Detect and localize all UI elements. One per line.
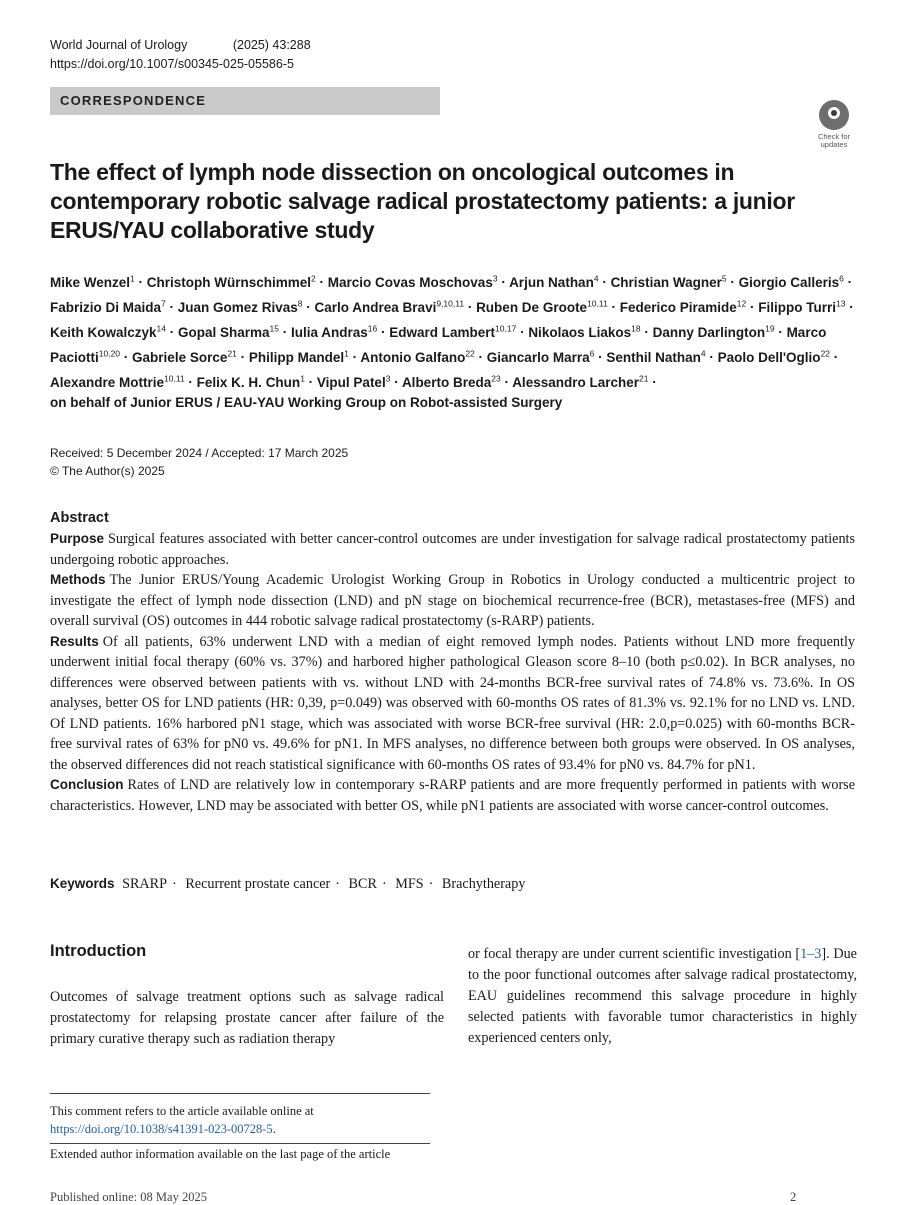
footnote-divider: [50, 1093, 430, 1094]
author-info-footnote: Extended author information available on the last page of the article: [50, 1147, 391, 1161]
copyright: © The Author(s) 2025: [50, 464, 165, 478]
author-affiliation: 10,11: [164, 373, 185, 383]
author-affiliation: 2: [311, 273, 316, 283]
abstract-label: Methods: [50, 572, 106, 587]
author-affiliation: 6: [589, 348, 595, 358]
author-name[interactable]: Fabrizio Di Maida$^7$: [50, 298, 166, 315]
comment-footnote: [50, 1102, 430, 1138]
article-title: The effect of lymph node dissection on oncological outcomes in contemporary robotic salvage radical prostatectomy patients: a junior ERUS/YAU collaborative study: [50, 159, 795, 243]
author-affiliation: 10,11: [587, 298, 608, 308]
author-affiliation: 15: [269, 323, 279, 333]
journal-header: [50, 38, 311, 52]
author-affiliation: 23: [491, 373, 501, 383]
author-name[interactable]: Gopal Sharma$^{15}$: [178, 323, 279, 340]
keyword: BCR: [348, 876, 377, 892]
introduction-col1: Outcomes of salvage treatment options such as salvage radical prostatectomy for relapsing prostate cancer after failure of the primary curative therapy such as radiation therapy: [50, 989, 444, 1047]
keyword: MFS: [395, 876, 424, 892]
author-name[interactable]: Carlo Andrea Bravi$^{9,10,11}$: [314, 298, 465, 315]
keywords-label: Keywords: [50, 876, 115, 891]
author-name[interactable]: Mike Wenzel$^1$: [50, 273, 135, 290]
author-affiliation: 21: [227, 348, 237, 358]
abstract-text: Surgical features associated with better cancer-control outcomes are under investigation for salvage radical prostatectomy patients undergoing robotic approaches.: [50, 531, 855, 568]
author-name[interactable]: Giancarlo Marra$^6$: [486, 348, 595, 365]
author-name[interactable]: Christoph Würnschimmel$^2$: [146, 273, 316, 290]
author-name[interactable]: Ruben De Groote$^{10,11}$: [476, 298, 608, 315]
author-affiliation: 1: [130, 273, 135, 283]
abstract-text: The Junior ERUS/Young Academic Urologist Working Group in Robotics in Urology conducted a multicentric project to investigate the effect of lymph node dissection (LND) and pN stage on biochemical recurrence-free (BCR), metastases-free (MFS) and overall survival (OS) outcomes in 444 robotic salvage radical prostatectomy (s-RARP) patients.: [50, 572, 855, 629]
check-for-updates-button[interactable]: [812, 100, 856, 149]
author-affiliation: 5: [721, 273, 727, 283]
footnote-text: This comment refers to the article available online at: [50, 1104, 314, 1118]
author-name[interactable]: Edward Lambert$^{10,17}$: [389, 323, 517, 340]
article-doi[interactable]: https://doi.org/10.1007/s00345-025-05586-5: [50, 57, 294, 71]
introduction-heading: Introduction: [50, 942, 147, 960]
author-name[interactable]: Christian Wagner$^5$: [610, 273, 727, 290]
author-name[interactable]: Nikolaos Liakos$^{18}$: [528, 323, 641, 340]
footnote-divider: [50, 1143, 430, 1144]
author-affiliation: 10,17: [495, 323, 517, 333]
intro-text: or focal therapy are under current scientific investigation [: [468, 946, 801, 962]
author-name[interactable]: Vipul Patel$^3$: [316, 373, 391, 390]
author-name[interactable]: Antonio Galfano$^{22}$: [360, 348, 475, 365]
author-name[interactable]: Alberto Breda$^{23}$: [401, 373, 501, 390]
working-group: on behalf of Junior ERUS / EAU-YAU Working Group on Robot-assisted Surgery: [50, 395, 563, 410]
author-name[interactable]: Paolo Dell'Oglio$^{22}$: [717, 348, 831, 365]
keyword: Brachytherapy: [441, 876, 526, 892]
abstract-results: [50, 632, 855, 776]
author-list: Mike Wenzel$^1$ · Christoph Würnschimmel$^2$ · Marcio Covas Moschovas$^3$ · Arjun Nathan$^4$ · Christian Wagner$^5$ · Giorgio Calleris$^6$ · Fabrizio Di Maida$^7$ · Juan Gomez Rivas$^8$ · Carlo Andrea Bravi$^{9,10,11}$ · Ruben De Groote$^{10,11}$ · Federico Piramide$^{12}$ · Filippo Turri$^{13}$ · Keith Kowalczyk$^{14}$ · Gopal Sharma$^{15}$ · Iulia Andras$^{16}$ · Edward Lambert$^{10,17}$ · Nikolaos Liakos$^{18}$ · Danny Darlington$^{19}$ · Marco Paciotti$^{10,20}$ · Gabriele Sorce$^{21}$ · Philipp Mandel$^1$ · Antonio Galfano$^{22}$ · Giancarlo Marra$^6$ · Senthil Nathan$^4$ · Paolo Dell'Oglio$^{22}$ · Alexandre Mottrie$^{10,11}$ · Felix K. H. Chun$^1$ · Vipul Patel$^3$ · Alberto Breda$^{23}$ · Alessandro Larcher$^{21}$ · on behalf of Junior ERUS / EAU-YAU Working Group on Robot-assisted Surgery: [50, 273, 854, 410]
introduction-col2: [468, 944, 857, 1049]
abstract-text: Rates of LND are relatively low in contemporary s-RARP patients and are more frequently performed in patients with worse characteristics. However, LND may be associated with better OS, while pN1 patients are associated with worse cancer-control outcomes.: [50, 777, 855, 814]
section-banner: [50, 87, 440, 115]
intro-text: ]. Due to the poor functional outcomes after salvage radical prostatectomy, EAU guidelines recommend this salvage procedure in highly selected patients with favorable tumor characteristics in highly experienced centers only,: [468, 946, 857, 1046]
received-accepted: Received: 5 December 2024 / Accepted: 17 March 2025: [50, 446, 349, 460]
author-affiliation: 1: [300, 373, 305, 383]
author-name[interactable]: Arjun Nathan$^4$: [509, 273, 599, 290]
author-name[interactable]: Senthil Nathan$^4$: [606, 348, 706, 365]
author-name[interactable]: Danny Darlington$^{19}$: [652, 323, 775, 340]
abstract-body: [50, 529, 855, 816]
author-affiliation: 13: [835, 298, 846, 308]
author-affiliation: 12: [736, 298, 747, 308]
abstract-label: Purpose: [50, 531, 105, 546]
author-affiliation: 6: [839, 273, 844, 283]
author-name[interactable]: Marco Paciotti$^{10,20}$: [50, 324, 827, 365]
author-name[interactable]: Keith Kowalczyk$^{14}$: [50, 323, 166, 340]
author-affiliation: 3: [492, 273, 498, 283]
citation-link[interactable]: 1–3: [800, 946, 822, 962]
author-affiliation: 22: [820, 348, 831, 358]
crossmark-icon: [819, 100, 849, 130]
keyword: Recurrent prostate cancer: [185, 876, 331, 892]
author-name[interactable]: Philipp Mandel$^1$: [248, 348, 349, 365]
author-affiliation: 4: [700, 348, 706, 358]
author-name[interactable]: Federico Piramide$^{12}$: [619, 298, 747, 315]
abstract-label: Conclusion: [50, 777, 124, 792]
page-number: 2: [790, 1190, 797, 1204]
abstract-purpose: [50, 529, 855, 570]
check-updates-line2: updates: [820, 140, 848, 149]
article-dates: [50, 444, 348, 480]
keyword: SRARP: [122, 876, 168, 892]
author-name[interactable]: Juan Gomez Rivas$^8$: [177, 298, 303, 315]
author-affiliation: 21: [639, 373, 649, 383]
author-affiliation: 10,20: [98, 348, 121, 358]
abstract-methods: [50, 570, 855, 632]
abstract-text: Of all patients, 63% underwent LND with a median of eight removed lymph nodes. Patients without LND more frequently underwent initial focal therapy (60% vs. 37%) and harbored higher pathological Gleason score 8–10 (both p≤0.02). In BCR analyses, no differences were observed between patients with vs. without LND with 24-months BCR-free survival rates of 74.8% vs. 73.6%. In OS analyses, better OS for LND patients (HR: 0,39, p=0.049) was observed with 60-months OS rates of 81.3% vs. 92.1% for no LND vs. LND. Of LND patients. 16% harbored pN1 stage, which was associated with worse BCR-free survival (HR: 2.0,p=0.025) with 60-months BCR-free survival rates of 63% for pN0 vs. 49.6% for pN1. In MFS analyses, no difference between both groups were observed. In OS analyses, the observed differences did not reach statistical significance with 60-months OS rates of 93.4% for pN0 vs. 84.7% for pN1.: [50, 633, 855, 773]
author-affiliation: 16: [367, 323, 378, 333]
author-name[interactable]: Iulia Andras$^{16}$: [291, 323, 378, 340]
author-name[interactable]: Felix K. H. Chun$^1$: [196, 373, 305, 390]
author-name[interactable]: Alexandre Mottrie$^{10,11}$: [50, 373, 185, 390]
footnote-text: .: [272, 1122, 276, 1136]
author-affiliation: 19: [765, 323, 775, 333]
author-affiliation: 8: [297, 298, 303, 308]
author-name[interactable]: Alessandro Larcher$^{21}$: [512, 373, 649, 390]
author-affiliation: 3: [385, 373, 391, 383]
check-updates-line1: Check for: [817, 132, 851, 141]
author-name[interactable]: Gabriele Sorce$^{21}$: [132, 348, 237, 365]
author-affiliation: 1: [344, 348, 349, 358]
journal-name: World Journal of Urology: [50, 38, 188, 52]
abstract-label: Results: [50, 633, 99, 649]
referenced-article-link[interactable]: https://doi.org/10.1038/s41391-023-00728-5: [50, 1122, 273, 1136]
section-label: CORRESPONDENCE: [60, 93, 207, 108]
published-date: Published online: 08 May 2025: [50, 1190, 207, 1204]
author-affiliation: 9,10,11: [436, 298, 465, 308]
abstract-heading: Abstract: [50, 510, 109, 526]
author-name[interactable]: Giorgio Calleris$^6$: [738, 273, 844, 290]
keywords: Keywords SRARP · Recurrent prostate cancer · BCR · MFS · Brachytherapy: [50, 876, 526, 892]
abstract-conclusion: [50, 775, 855, 816]
author-name[interactable]: Marcio Covas Moschovas$^3$: [327, 273, 498, 290]
author-affiliation: 14: [156, 323, 166, 333]
author-affiliation: 7: [161, 298, 166, 308]
author-name[interactable]: Filippo Turri$^{13}$: [758, 298, 846, 315]
author-affiliation: 18: [631, 323, 641, 333]
author-affiliation: 4: [593, 273, 599, 283]
author-affiliation: 22: [465, 348, 475, 358]
journal-volume: (2025) 43:288: [232, 38, 311, 52]
